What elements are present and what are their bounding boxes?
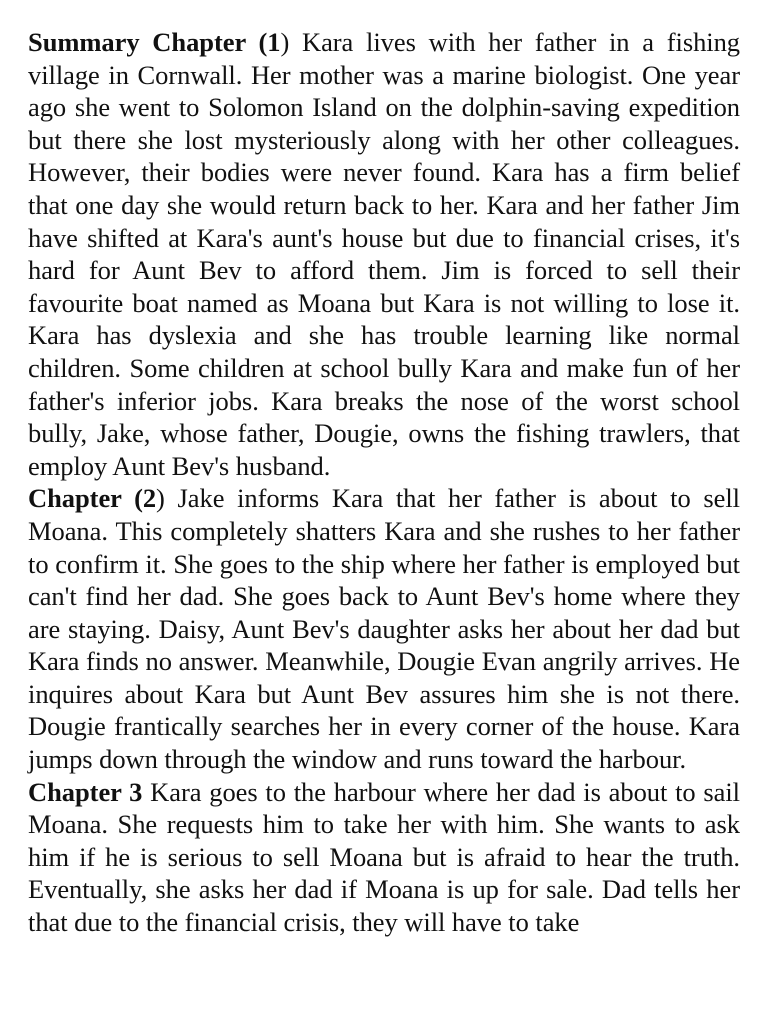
chapter-2-heading-close: ) xyxy=(156,483,165,514)
chapter-3-heading: Chapter 3 xyxy=(28,776,143,807)
chapter-2-heading: Chapter (2 xyxy=(28,483,157,514)
chapter-2-body: Jake informs Kara that her father is about to sell Moana. This completely shatters Kara and she rushes to her father to confirm it. She goes to the ship where her father is employed but can't find her dad. She goes back to Aunt Bev's home where they are staying. Daisy, Aunt Bev's daughter asks her about her dad but Kara finds no answer. Meanwhile, Dougie Evan angrily arrives. He inquires about Kara but Aunt Bev assures him she is not there. Dougie frantically searches her in every corner of the house. Kara jumps down through the window and runs toward the harbour. xyxy=(28,483,740,775)
chapter-2-paragraph xyxy=(28,482,740,775)
summary-chapter-1-paragraph xyxy=(28,26,740,482)
chapter-3-paragraph xyxy=(28,776,740,939)
chapter-3-body: Kara goes to the harbour where her dad is about to sail Moana. She requests him to take her with him. She wants to ask him if he is serious to sell Moana but is afraid to hear the truth. Eventually, she asks her dad if Moana is up for sale. Dad tells her that due to the financial crisis, they will have to take xyxy=(28,776,740,938)
chapter-1-body: Kara lives with her father in a fishing village in Cornwall. Her mother was a marine biologist. One year ago she went to Solomon Island on the dolphin-saving expedition but there she lost mysteriously along with her other colleagues. However, their bodies were never found. Kara has a firm belief that one day she would return back to her. Kara and her father Jim have shifted at Kara's aunt's house but due to financial crises, it's hard for Aunt Bev to afford them. Jim is forced to sell their favourite boat named as Moana but Kara is not willing to lose it. Kara has dyslexia and she has trouble learning like normal children. Some children at school bully Kara and make fun of her father's inferior jobs. Kara breaks the nose of the worst school bully, Jake, whose father, Dougie, owns the fishing trawlers, that employ Aunt Bev's husband. xyxy=(28,27,741,481)
chapter-1-heading: Summary Chapter (1 xyxy=(28,27,281,57)
chapter-1-heading-close: ) xyxy=(280,27,290,57)
